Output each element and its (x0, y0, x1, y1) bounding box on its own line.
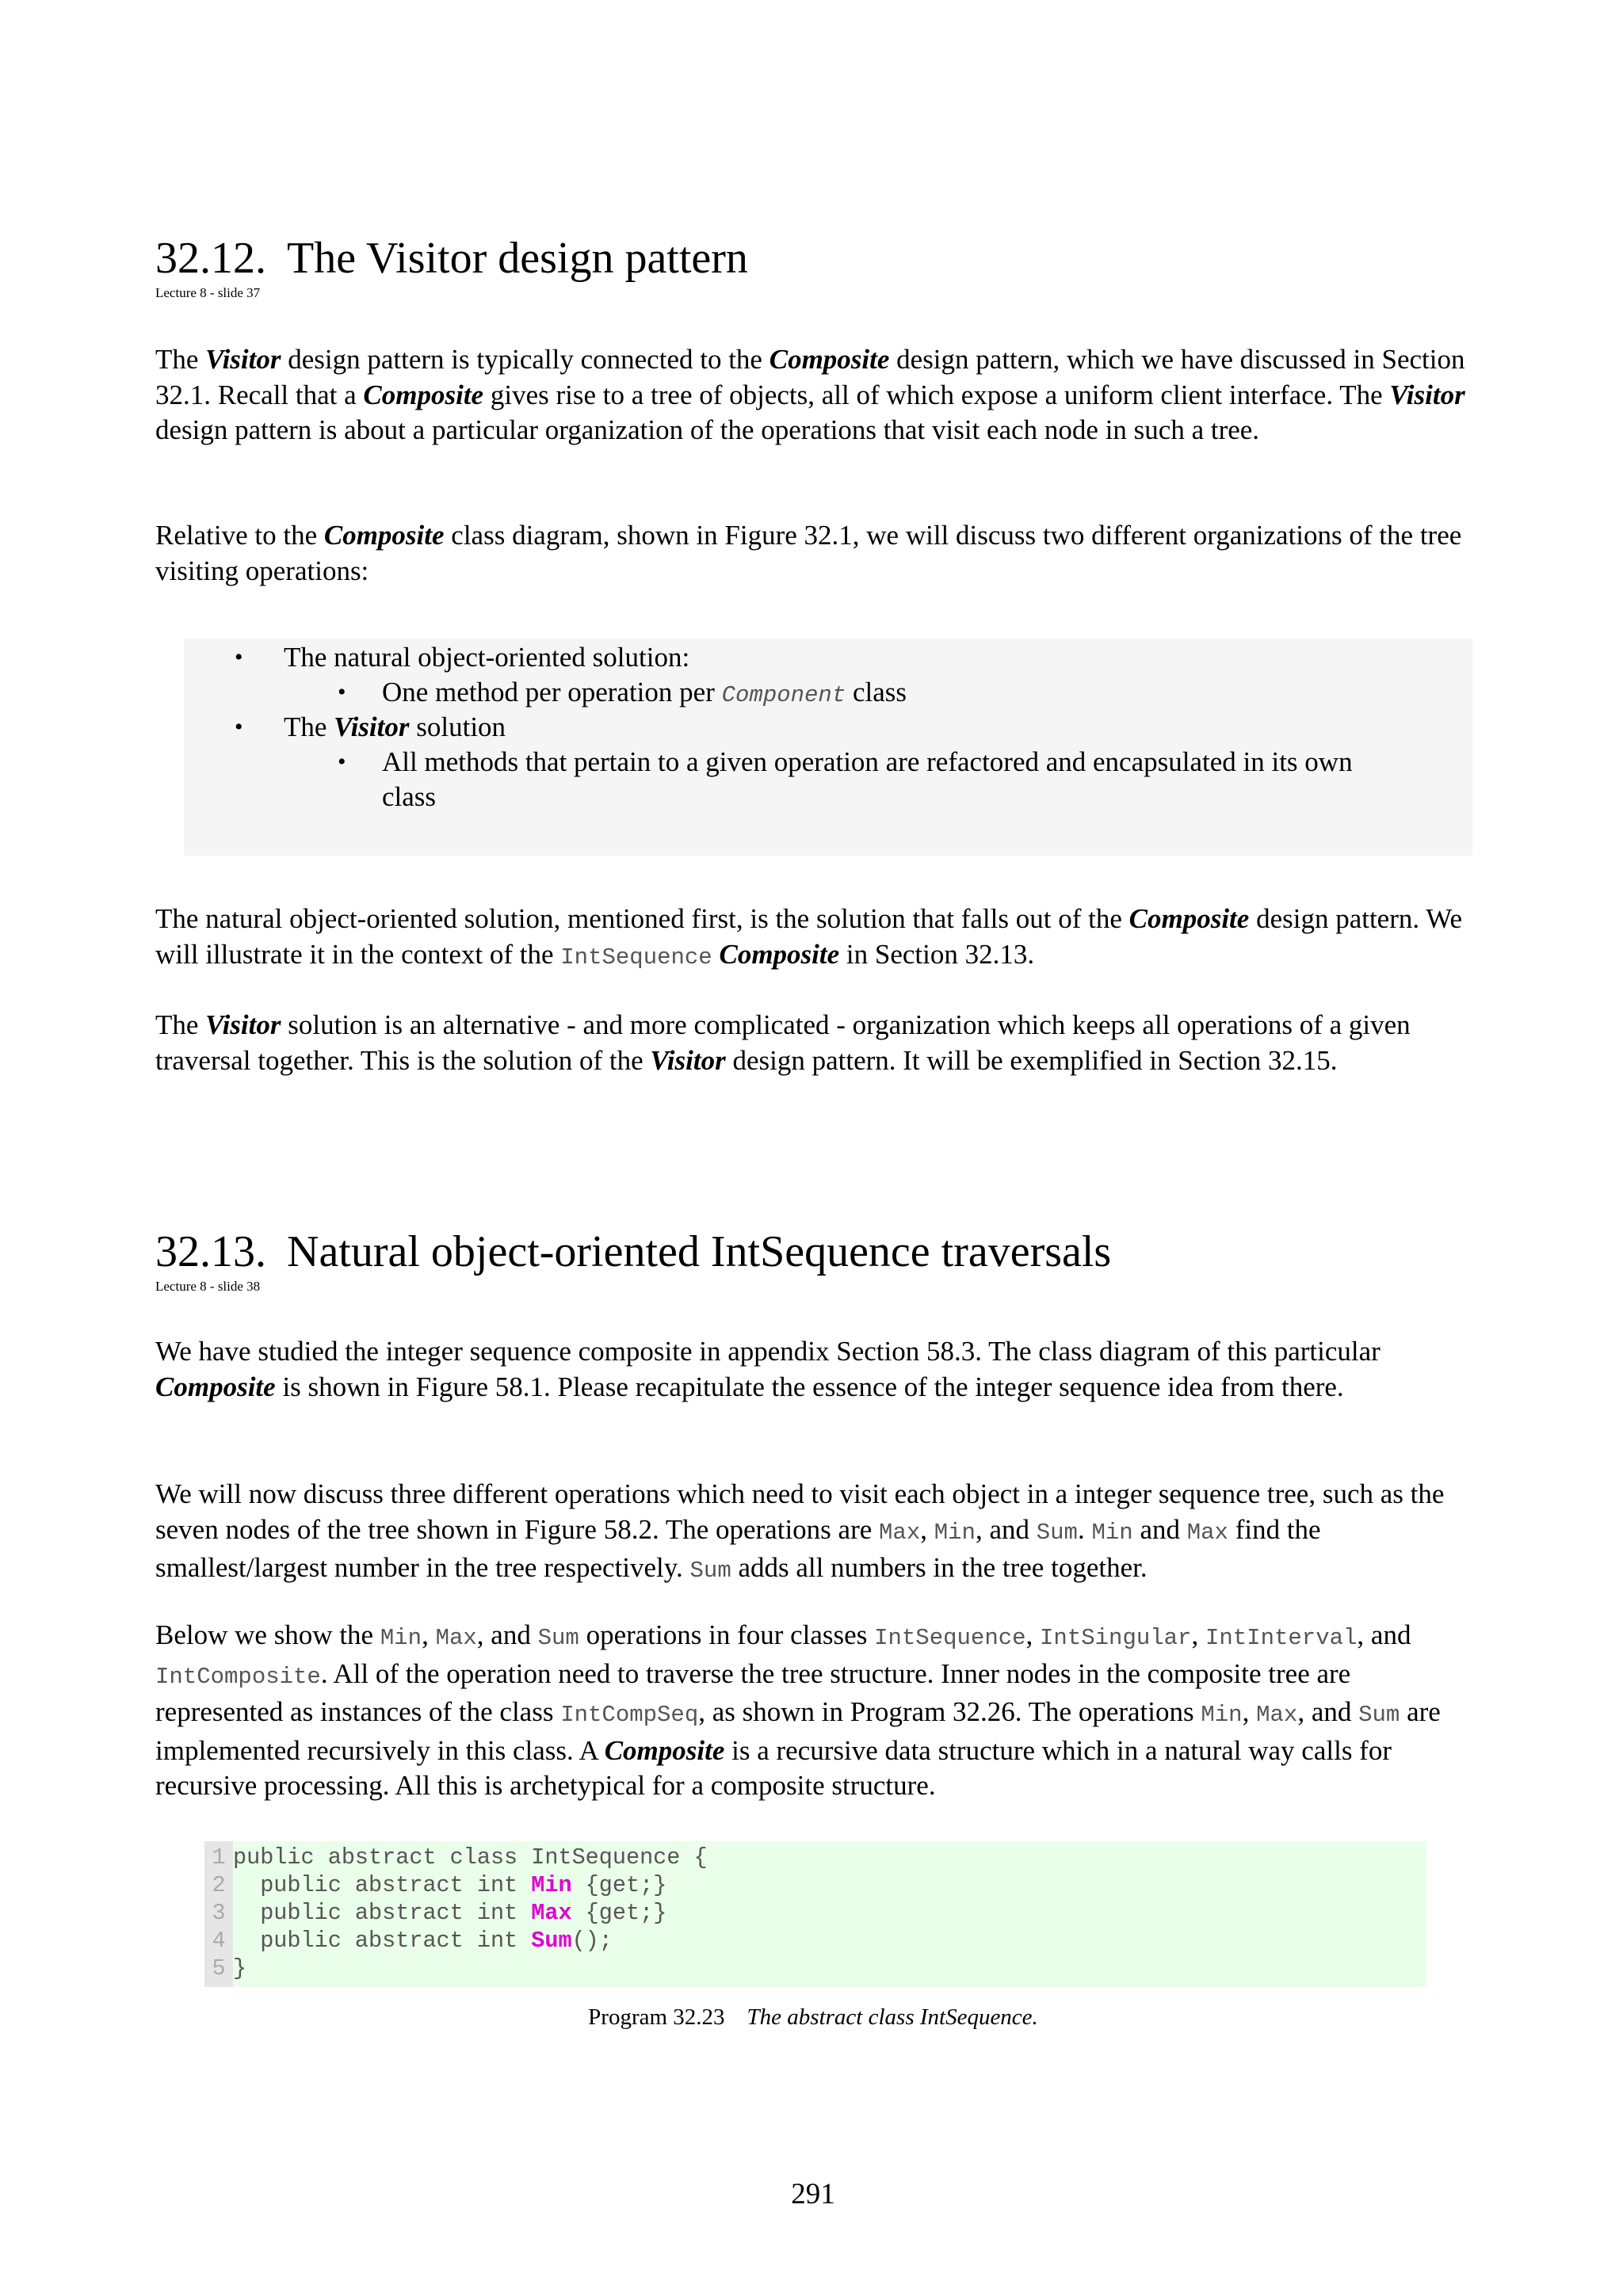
section-heading-32-13 (155, 1226, 1111, 1277)
section-heading-32-12 (155, 233, 748, 284)
sub-bullet-item: • One method per operation per Component class (338, 677, 907, 708)
program-caption (155, 2003, 1471, 2031)
section-title: The Visitor design pattern (287, 234, 748, 283)
page-number: 291 (791, 2178, 835, 2210)
caption-label: Program 32.23 (588, 2004, 725, 2030)
paragraph: We have studied the integer sequence composite in appendix Section 58.3. The class diagram of this particular Composite is shown in Figure 58.1. Please recapitulate the essence of the integer sequence idea from there. (155, 1336, 1381, 1402)
paragraph: Below we show the Min, Max, and Sum operations in four classes IntSequence, IntSingular, IntInterval, and IntComposite. All of the operation need to traverse the tree structure. Inner nodes in the composite tree are represented as instances of the class IntCompSeq, as shown in Program 32.26. The operations Min, Max, and Sum are implemented recursively in this class. A Composite is a recursive data structure which in a natural way calls for recursive processing. All this is archetypical for a composite structure. (155, 1619, 1441, 1801)
bullet-item: • The Visitor solution (235, 711, 506, 742)
paragraph: Relative to the Composite class diagram, shown in Figure 32.1, we will discuss two different organizations of the tree visiting operations: (155, 520, 1462, 586)
code-line: 2 public abstract int Min {get;} (212, 1872, 667, 1898)
sub-bullet-item: • All methods that pertain to a given operation are refactored and encapsulated in its own (338, 746, 1353, 777)
code-listing (204, 1841, 1426, 1987)
paragraph: The natural object-oriented solution, mentioned first, is the solution that falls out of the Composite design pattern. We will illustrate it in the context of the IntSequence Composite in Section 32.13. (155, 903, 1462, 971)
section-number: 32.13. (155, 1227, 266, 1276)
slide-reference: Lecture 8 - slide 38 (155, 1279, 261, 1294)
code-line: 3 public abstract int Max {get;} (212, 1900, 667, 1926)
paragraph: We will now discuss three different operations which need to visit each object in a integer sequence tree, such as the seven nodes of the tree shown in Figure 58.2. The operations are Max, Min, and Sum. Min and Max find the smallest/largest number in the tree respectively. Sum adds all numbers in the tree together. (155, 1478, 1445, 1584)
paragraph: The Visitor design pattern is typically connected to the Composite design pattern, which we have discussed in Section 32.1. Recall that a Composite gives rise to a tree of objects, all of which expose a uniform client interface. The Visitor design pattern is about a particular organization of the operations that visit each node in such a tree. (155, 344, 1465, 445)
code-line: 4 public abstract int Sum(); (212, 1928, 613, 1954)
section-title: Natural object-oriented IntSequence traversals (287, 1227, 1112, 1276)
slide-reference: Lecture 8 - slide 37 (155, 285, 261, 300)
paragraph: The Visitor solution is an alternative - and more complicated - organization which keeps all operations of a given traversal together. This is the solution of the Visitor design pattern. It will be exemplified in Section 32.15. (155, 1009, 1411, 1076)
caption-text: The abstract class IntSequence. (747, 2004, 1038, 2030)
section-number: 32.12. (155, 234, 266, 283)
sub-bullet-continuation: class (382, 781, 437, 812)
bullet-item: • The natural object-oriented solution: (235, 642, 690, 673)
code-line: 1 public abstract class IntSequence { (212, 1844, 708, 1871)
code-line: 5 } (212, 1955, 247, 1981)
